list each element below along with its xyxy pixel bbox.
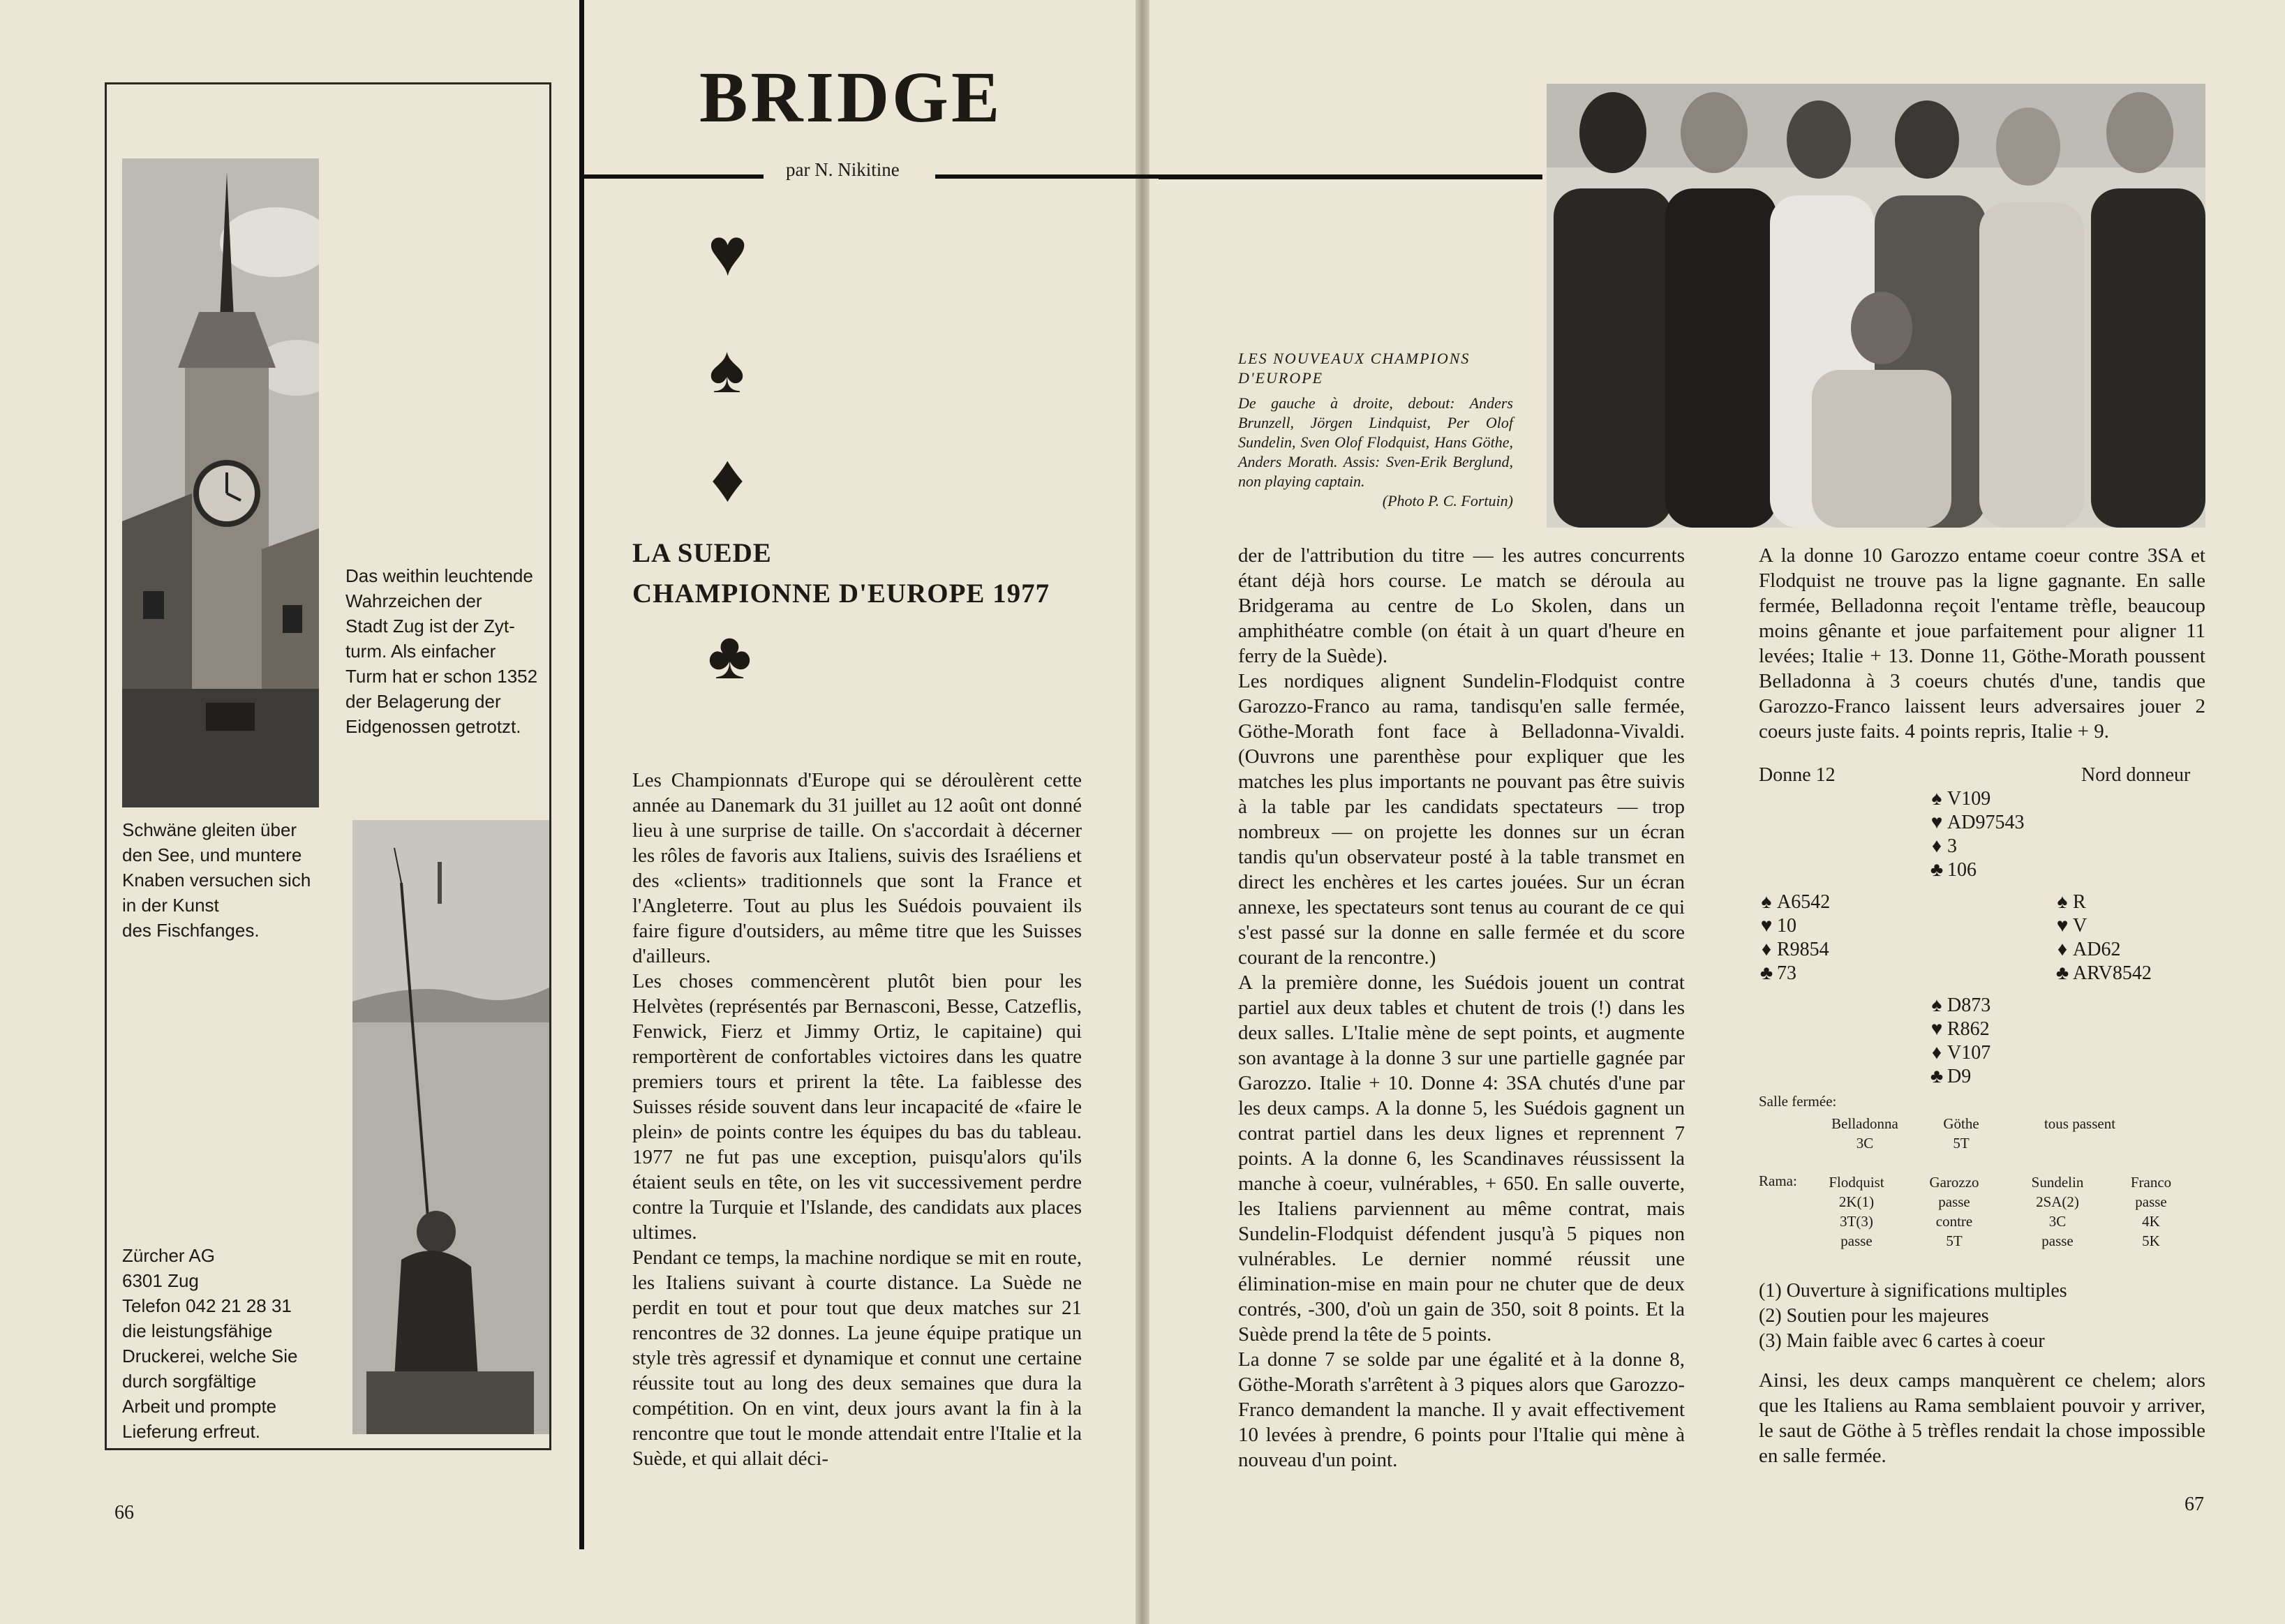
tower-illustration <box>122 158 319 807</box>
diamond-icon: ♦ <box>1931 835 1942 857</box>
diamond-icon: ♦ <box>1761 939 1772 960</box>
club-icon: ♣ <box>2055 962 2069 984</box>
header-rule-left <box>584 174 764 179</box>
page-number-left: 66 <box>114 1502 134 1524</box>
company-info: Zürcher AG 6301 Zug Telefon 042 21 28 31 die leistungsfähige Druckerei, welche Sie durch sorgfältige Arbeit und prompte Lieferung erfreut. <box>122 1245 298 1442</box>
spade-icon: ♠ <box>1931 788 1942 810</box>
deal-label: Donne 12 <box>1759 764 1836 786</box>
zytturm-photo <box>122 158 319 807</box>
tower-caption: Das weithin leuchtende Wahrzeichen der Stadt Zug ist der Zyt- turm. Als einfacher Turm hat er schon 1352 der Belagerung der Eidgenossen getrotzt. <box>345 565 538 737</box>
header-rule-right-page <box>1159 177 1542 179</box>
rama-bidder: Flodquist 2K(1) 3T(3) passe <box>1829 1174 1884 1249</box>
south-hand: ♠ D873 ♥ R862 ♦ V107 ♣ D9 <box>1926 994 1990 1089</box>
note-3: (3) Main faible avec 6 cartes à coeur <box>1759 1330 2045 1352</box>
article-headline <box>632 533 1050 614</box>
heart-icon: ♥ <box>1930 1018 1943 1040</box>
spade-icon: ♠ <box>2057 891 2068 913</box>
heart-icon: ♥ <box>2056 915 2069 937</box>
fishing-photo <box>352 820 549 1434</box>
byline: par N. Nikitine <box>786 159 900 180</box>
rama-bidder: Franco passe 4K 5K <box>2130 1174 2172 1249</box>
closed-bidder: tous passent <box>2044 1115 2116 1132</box>
page-number-right: 67 <box>2184 1493 2204 1515</box>
champions-photo <box>1547 84 2205 528</box>
club-suit-icon: ♣ <box>708 618 752 693</box>
note-2: (2) Soutien pour les majeures <box>1759 1305 1989 1327</box>
article-paragraph: Pendant ce temps, la machine nordique se mit en route, les Italiens suivant à courte distance. La Suède ne perdit en tout et pour tout que deux matches sur 21 rencontres de 32 donnes. La jeune équipe pratique un style très agressif et dynamique et connut une certaine réussite tout au long des deux semaines que dura la compétition. On en vint, deux jours avant la fin à la rencontre que tout le monde attendait entre l'Italie et la Suède, et qui allait déci- <box>632 1246 1082 1470</box>
article-column-middle <box>1238 543 1685 1473</box>
section-title: BRIDGE <box>699 57 1003 137</box>
conclusion-paragraph: Ainsi, les deux camps manquèrent ce chelem; alors que les Italiens au Rama semblaient pouvoir y arriver, le saut de Göthe à 5 trèfles rendait la chose impossible en salle fermée. <box>1759 1369 2205 1467</box>
spade-icon: ♠ <box>1761 891 1772 913</box>
club-icon: ♣ <box>1759 962 1773 984</box>
closed-room-label: Salle fermée: <box>1759 1093 1837 1110</box>
article-paragraph: Les choses commencèrent plutôt bien pour les Helvètes (représentés par Bernasconi, Besse, Catzeflis, Fenwick, Fierz et Jimmy Ortiz, le capitaine) qui remportèrent de confortables victoires dans les quatre premiers tours et prirent la tête. La faiblesse des Suisses réside souvent dans leur incapacité de «faire le plein» de points contre les équipes du bas du tableau. 1977 ne fut pas une exception, puisqu'alors qu'ils étaient seuls en tête, on les vit successivement perdre contre la Turquie et l'Islande, des candidats aux places ultimes. <box>632 970 1082 1244</box>
article-column-left <box>632 768 1082 1471</box>
club-icon: ♣ <box>1930 859 1944 881</box>
article-paragraph: der de l'attribution du titre — les autres concurrents étant déjà hors course. Le match se déroula au Bridgerama au centre de Lo Skolen, dans un amphithéatre comble (on était à un quart d'heure en ferry de la Suède). <box>1238 544 1685 667</box>
photo-caption-title: LES NOUVEAUX CHAMPIONS D'EUROPE <box>1238 350 1471 387</box>
north-hand: ♠ V109 ♥ AD97543 ♦ 3 ♣ 106 <box>1926 787 2024 882</box>
note-1: (1) Ouverture à significations multiples <box>1759 1280 2067 1302</box>
advertisement-box <box>105 82 551 1450</box>
article-paragraph: A la donne 10 Garozzo entame coeur contre 3SA et Flodquist ne trouve pas la ligne gagnante. En salle fermée, Belladonna reçoit l'entame trèfle, beaucoup moins gênante et joue parfaitement pour aligner 11 levées; Italie + 13. Donne 11, Göthe-Morath poussent Belladonna à 3 coeurs chutés d'une, tandis que Garozzo-Franco laissent leurs adversaires jouer 2 coeurs juste faits. 4 points repris, Italie + 9. <box>1759 544 2205 743</box>
east-hand: ♠ R ♥ V ♦ AD62 ♣ ARV8542 <box>2052 891 2152 985</box>
fishing-caption: Schwäne gleiten über den See, und muntere Knaben versuchen sich in der Kunst des Fischfanges. <box>122 819 311 941</box>
article-paragraph: A la première donne, les Suédois jouent un contrat partiel aux deux tables et chutent de trois (!) dans les deux salles. L'Italie mène de sept points, et augmente son avantage à la donne 3 sur une partielle gagnée par Garozzo. Italie + 10. Donne 4: 3SA chutés d'une par les deux camps. A la donne 5, les Suédois gagnent un contrat partiel dans les deux lignes et reprennent 7 points. A la donne 6, les Scandinaves réussissent la manche à coeur, vulnérables, + 650. En salle ouverte, les Italiens parviennent au même contrat, mais Sundelin-Flodquist défendent jusqu'à 5 piques non vulnérables. Le dernier nommé réussit une élimination-mise en main pour ne chuter que de deux contrés, -300, d'où un gain de 350, soit 8 points. Et la Suède prend la tête de 5 points. <box>1238 971 1685 1346</box>
column-divider-rule <box>579 0 584 1549</box>
article-paragraph: La donne 7 se solde par une égalité et à la donne 8, Göthe-Morath s'arrêtent à 3 piques alors que Garozzo-Franco demandent la manche. Il y avait effectivement 10 levées à prendre, 6 points pour l'Italie qui mène à nouveau d'un point. <box>1238 1348 1685 1471</box>
team-illustration <box>1547 84 2205 528</box>
conclusion-column <box>1759 1368 2205 1468</box>
bidding-notes <box>1759 1279 2067 1354</box>
heart-icon: ♥ <box>1760 915 1773 937</box>
article-column-right <box>1759 543 2205 744</box>
article-paragraph: Les Championnats d'Europe qui se déroulèrent cette année au Danemark du 31 juillet au 12 août ont donné lieu à une surprise de taille. On s'accordait à décerner les rôles de favoris aux Italiens, suivis des Israéliens et des «clients» traditionnels que sont la France et l'Angleterre. Tout au plus les Suédois pouvaient ils faire figure d'outsiders, au même titre que les Suisses d'ailleurs. <box>632 769 1082 967</box>
spade-icon: ♠ <box>1931 994 1942 1016</box>
diamond-icon: ♦ <box>2057 939 2068 960</box>
diamond-icon: ♦ <box>1931 1042 1942 1064</box>
dealer-label: Nord donneur <box>2081 764 2191 786</box>
headline-line-2: CHAMPIONNE D'EUROPE 1977 <box>632 579 1050 609</box>
photo-caption-text: De gauche à droite, debout: Anders Brunzell, Jörgen Lindquist, Per Olof Sundelin, Sven Olof Flodquist, Hans Göthe, Anders Morath. Assis: Sven-Erik Berglund, non playing captain. <box>1238 394 1513 490</box>
closed-bidder: Göthe 5T <box>1943 1115 1979 1152</box>
west-hand: ♠ A6542 ♥ 10 ♦ R9854 ♣ 73 <box>1756 891 1830 985</box>
diamond-suit-icon: ♦ <box>710 441 745 516</box>
article-paragraph: Les nordiques alignent Sundelin-Flodquist contre Garozzo-Franco au rama, tandisqu'en salle fermée, Göthe-Morath font face à Belladonna-Vivaldi. (Ouvrons une parenthèse pour expliquer que les matches les plus importants ne pouvant pas être suivis à la table par les candidats spectateurs — trop nombreux — on projette les donnes sur un écran tandis qu'un observateur posté à la table transmet en direct les enchères et les cartes jouées. Sur un écran annexe, les spectateurs sont tenus au courant de ce qui s'est passé sur la donne en salle fermée et du score courant de la rencontre.) <box>1238 670 1685 969</box>
headline-line-1: LA SUEDE <box>632 538 772 568</box>
fisherman-illustration <box>352 820 549 1434</box>
photo-credit: (Photo P. C. Fortuin) <box>1382 492 1513 509</box>
club-icon: ♣ <box>1930 1066 1944 1087</box>
spade-suit-icon: ♠ <box>709 332 745 407</box>
photo-caption <box>1238 349 1513 511</box>
heart-icon: ♥ <box>1930 812 1943 833</box>
rama-bidder: Garozzo passe contre 5T <box>1929 1174 1979 1249</box>
book-spine <box>1136 0 1149 1624</box>
rama-bidder: Sundelin 2SA(2) 3C passe <box>2031 1174 2084 1249</box>
rama-label: Rama: <box>1759 1172 1797 1189</box>
heart-suit-icon: ♥ <box>708 215 747 290</box>
closed-bidder: Belladonna 3C <box>1831 1115 1898 1152</box>
